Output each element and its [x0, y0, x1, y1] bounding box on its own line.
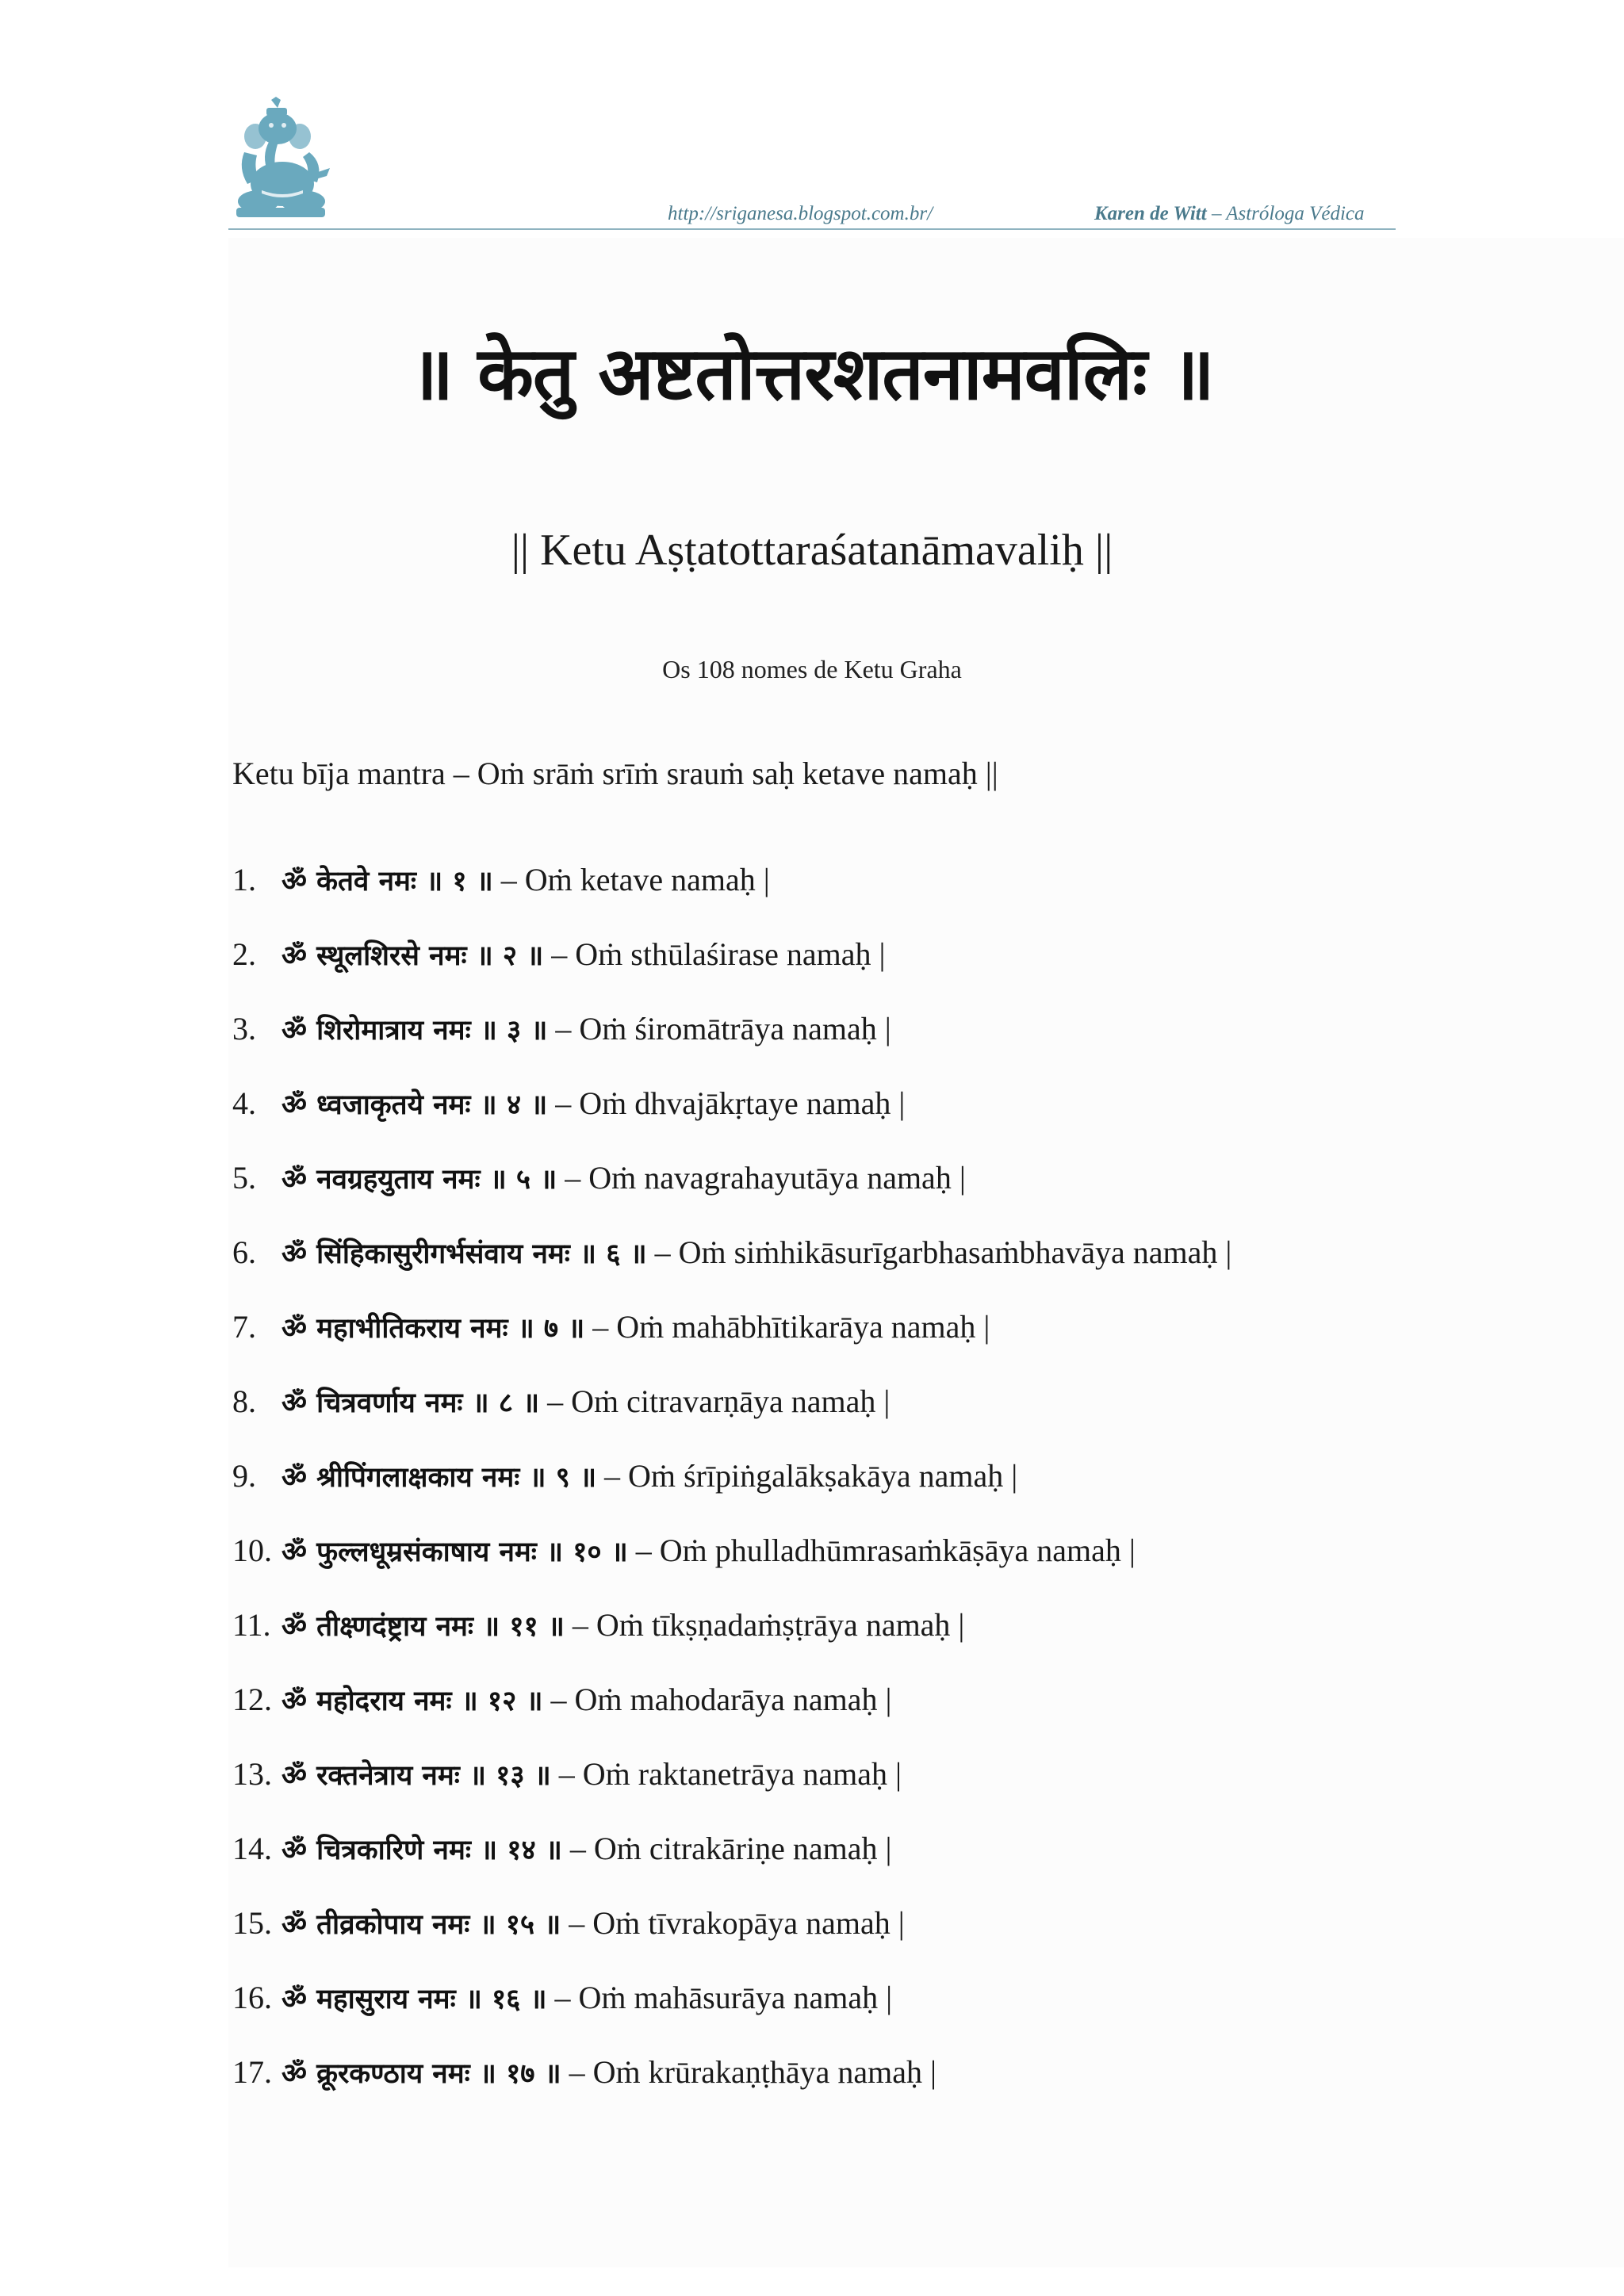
item-transliteration: – Oṁ sthūlaśirase namaḥ |: [551, 936, 886, 972]
item-devanagari: ॐ नवग्रहयुताय नमः ॥ ५ ॥: [282, 1164, 557, 1196]
item-transliteration: – Oṁ citrakāriṇe namaḥ |: [569, 1831, 892, 1866]
item-number: 3.: [232, 1011, 256, 1047]
list-item: [232, 2051, 1231, 2126]
item-devanagari: ॐ ध्वजाकृतये नमः ॥ ४ ॥: [282, 1089, 548, 1121]
item-transliteration: – Oṁ citravarṇāya namaḥ |: [547, 1383, 891, 1419]
list-item: [232, 933, 1231, 1008]
item-number: 7.: [232, 1309, 256, 1345]
item-devanagari: ॐ महोदराय नमः ॥ १२ ॥: [282, 1686, 543, 1717]
item-devanagari: ॐ क्रूरकण्ठाय नमः ॥ १७ ॥: [282, 2058, 561, 2090]
item-devanagari: ॐ स्थूलशिरसे नमः ॥ २ ॥: [282, 940, 544, 972]
item-devanagari: ॐ चित्रकारिणे नमः ॥ १४ ॥: [282, 1835, 562, 1866]
item-devanagari: ॐ श्रीपिंगलाक्षकाय नमः ॥ ९ ॥: [282, 1462, 597, 1494]
list-item: [232, 1604, 1231, 1678]
header-author: [1094, 203, 1365, 225]
item-devanagari: ॐ रक्तनेत्राय नमः ॥ १३ ॥: [282, 1760, 551, 1792]
list-item: [232, 1231, 1231, 1306]
item-transliteration: – Oṁ raktanetrāya namaḥ |: [558, 1756, 902, 1792]
title-devanagari: ॥ केतु अष्टतोत्तरशतनामवलिः ॥: [410, 331, 1214, 416]
author-name: Karen de Witt: [1094, 203, 1207, 224]
item-devanagari: ॐ सिंहिकासुरीगर्भसंवाय नमः ॥ ६ ॥: [282, 1238, 647, 1270]
ganesha-icon: [230, 97, 333, 224]
item-devanagari: ॐ तीक्ष्णदंष्ट्राय नमः ॥ ११ ॥: [282, 1611, 565, 1643]
header-divider: [228, 228, 1396, 230]
item-number: 8.: [232, 1383, 256, 1419]
item-number: 17.: [232, 2054, 272, 2090]
list-item: [232, 859, 1231, 933]
list-item: [232, 1902, 1231, 1976]
item-transliteration: – Oṁ mahābhītikarāya namaḥ |: [592, 1309, 990, 1345]
item-transliteration: – Oṁ ketave namaḥ |: [500, 862, 770, 897]
bija-mantra: Ketu bīja mantra – Oṁ srāṁ srīṁ srauṁ saḥ ketave namaḥ ||: [232, 756, 998, 791]
item-transliteration: – Oṁ śrīpiṅgalākṣakāya namaḥ |: [604, 1458, 1018, 1494]
item-number: 4.: [232, 1085, 256, 1121]
list-item: [232, 1306, 1231, 1380]
item-transliteration: – Oṁ tīkṣṇadaṁṣṭrāya namaḥ |: [572, 1607, 965, 1643]
item-number: 6.: [232, 1234, 256, 1270]
item-devanagari: ॐ चित्रवर्णाय नमः ॥ ८ ॥: [282, 1387, 540, 1419]
item-transliteration: – Oṁ phulladhūmrasaṁkāṣāya namaḥ |: [635, 1533, 1136, 1568]
list-item: [232, 1976, 1231, 2051]
item-transliteration: – Oṁ krūrakaṇṭhāya namaḥ |: [569, 2054, 937, 2090]
title-latin: || Ketu Aṣṭatottaraśatanāmavaliḥ ||: [511, 526, 1113, 575]
item-number: 9.: [232, 1458, 256, 1494]
item-number: 5.: [232, 1160, 256, 1196]
item-number: 15.: [232, 1905, 272, 1941]
item-number: 11.: [232, 1607, 271, 1643]
item-number: 2.: [232, 936, 256, 972]
item-devanagari: ॐ महासुराय नमः ॥ १६ ॥: [282, 1984, 547, 2015]
item-transliteration: – Oṁ dhvajākṛtaye namaḥ |: [555, 1085, 906, 1121]
item-transliteration: – Oṁ navagrahayutāya namaḥ |: [565, 1160, 966, 1196]
list-item: [232, 1455, 1231, 1529]
item-transliteration: – Oṁ śiromātrāya namaḥ |: [555, 1011, 891, 1047]
item-number: 16.: [232, 1980, 272, 2015]
item-devanagari: ॐ तीव्रकोपाय नमः ॥ १५ ॥: [282, 1909, 561, 1941]
header-url-link[interactable]: http://sriganesa.blogspot.com.br/: [668, 203, 933, 224]
names-list: [232, 859, 1231, 2126]
item-devanagari: ॐ केतवे नमः ॥ १ ॥: [282, 866, 493, 897]
item-number: 13.: [232, 1756, 272, 1792]
item-devanagari: ॐ महाभीतिकराय नमः ॥ ७ ॥: [282, 1313, 585, 1345]
item-transliteration: – Oṁ mahāsurāya namaḥ |: [554, 1980, 893, 2015]
list-item: [232, 1529, 1231, 1604]
item-transliteration: – Oṁ siṁhikāsurīgarbhasaṁbhavāya namaḥ |: [654, 1234, 1232, 1270]
list-item: [232, 1827, 1231, 1902]
author-role: – Astróloga Védica: [1211, 203, 1365, 224]
list-item: [232, 1008, 1231, 1082]
item-number: 12.: [232, 1682, 272, 1717]
item-transliteration: – Oṁ mahodarāya namaḥ |: [550, 1682, 892, 1717]
item-transliteration: – Oṁ tīvrakopāya namaḥ |: [569, 1905, 905, 1941]
list-item: [232, 1082, 1231, 1157]
item-number: 14.: [232, 1831, 272, 1866]
list-item: [232, 1678, 1231, 1753]
item-devanagari: ॐ शिरोमात्राय नमः ॥ ३ ॥: [282, 1015, 548, 1047]
list-item: [232, 1380, 1231, 1455]
item-number: 10.: [232, 1533, 272, 1568]
list-item: [232, 1157, 1231, 1231]
item-devanagari: ॐ फुल्लधूम्रसंकाषाय नमः ॥ १० ॥: [282, 1536, 628, 1568]
subtitle: Os 108 nomes de Ketu Graha: [662, 655, 962, 683]
list-item: [232, 1753, 1231, 1827]
item-number: 1.: [232, 862, 256, 897]
